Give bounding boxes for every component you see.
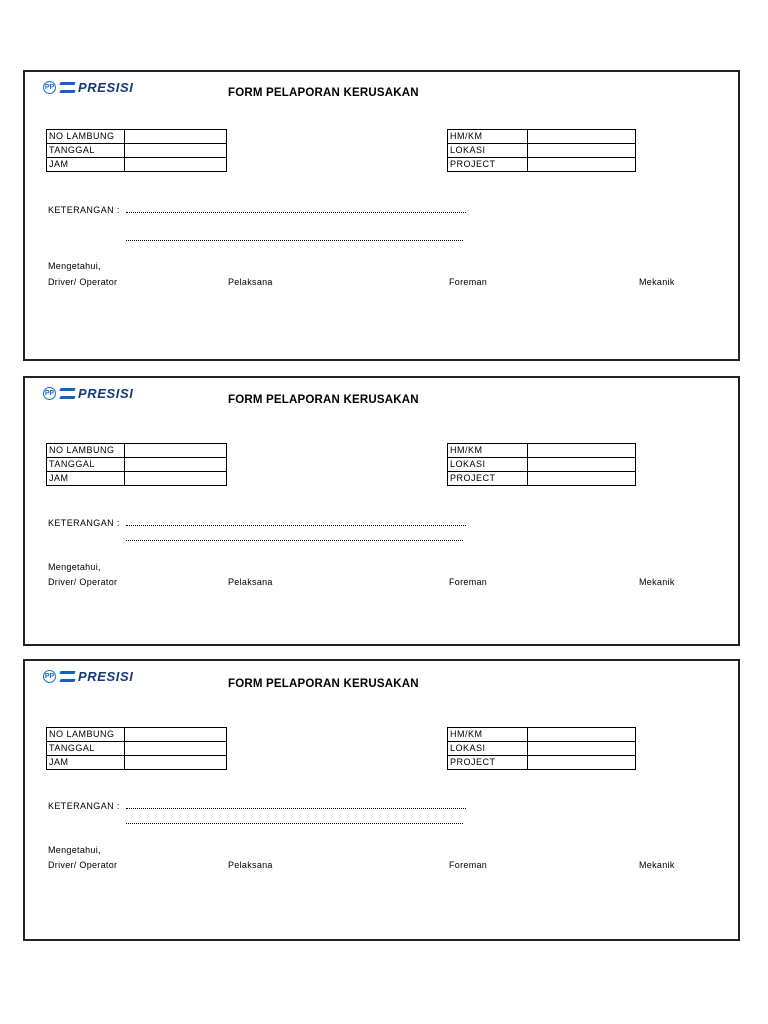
signature-driver-operator: Driver/ Operator: [48, 860, 118, 870]
location-info-table: [447, 443, 636, 486]
vehicle-info-table: [46, 129, 227, 172]
brand-name: PRESISI: [78, 385, 134, 401]
lokasi-field[interactable]: [528, 144, 636, 158]
lokasi-field[interactable]: [528, 742, 636, 756]
signature-mekanik: Mekanik: [639, 577, 675, 587]
table-row: [448, 756, 636, 770]
field-label-no-lambung: NO LAMBUNG: [47, 130, 125, 144]
brand-stripes-icon: [60, 388, 75, 399]
table-row: [448, 472, 636, 486]
keterangan-line-1[interactable]: [126, 525, 466, 526]
field-label-tanggal: TANGGAL: [47, 144, 125, 158]
field-label-hm-km: HM/KM: [448, 728, 528, 742]
hm-km-field[interactable]: [528, 444, 636, 458]
field-label-project: PROJECT: [448, 756, 528, 770]
keterangan-label: KETERANGAN :: [48, 205, 120, 215]
tanggal-field[interactable]: [125, 458, 227, 472]
table-row: [47, 144, 227, 158]
hm-km-field[interactable]: [528, 130, 636, 144]
field-label-project: PROJECT: [448, 472, 528, 486]
pp-emblem-icon: PP: [43, 387, 56, 400]
table-row: [47, 742, 227, 756]
table-row: [47, 130, 227, 144]
table-row: [448, 130, 636, 144]
brand-name: PRESISI: [78, 668, 134, 684]
mengetahui-label: Mengetahui,: [48, 845, 101, 855]
signature-foreman: Foreman: [449, 860, 488, 870]
no-lambung-field[interactable]: [125, 444, 227, 458]
vehicle-info-table: [46, 443, 227, 486]
form-title: FORM PELAPORAN KERUSAKAN: [228, 87, 419, 99]
field-label-hm-km: HM/KM: [448, 444, 528, 458]
field-label-jam: JAM: [47, 472, 125, 486]
keterangan-line-1[interactable]: [126, 212, 466, 213]
table-row: [448, 742, 636, 756]
field-label-project: PROJECT: [448, 158, 528, 172]
table-row: [448, 458, 636, 472]
damage-report-form-1: [23, 70, 740, 361]
hm-km-field[interactable]: [528, 728, 636, 742]
vehicle-info-table: [46, 727, 227, 770]
table-row: [47, 472, 227, 486]
table-row: [47, 756, 227, 770]
pp-emblem-icon: PP: [43, 81, 56, 94]
signature-driver-operator: Driver/ Operator: [48, 277, 118, 287]
project-field[interactable]: [528, 756, 636, 770]
jam-field[interactable]: [125, 158, 227, 172]
signature-pelaksana: Pelaksana: [228, 577, 273, 587]
brand-logo: [43, 667, 134, 685]
form-title: FORM PELAPORAN KERUSAKAN: [228, 678, 419, 690]
signature-mekanik: Mekanik: [639, 860, 675, 870]
no-lambung-field[interactable]: [125, 728, 227, 742]
field-label-jam: JAM: [47, 756, 125, 770]
damage-report-form-2: [23, 376, 740, 646]
signature-pelaksana: Pelaksana: [228, 277, 273, 287]
keterangan-label: KETERANGAN :: [48, 801, 120, 811]
table-row: [47, 728, 227, 742]
signature-foreman: Foreman: [449, 577, 488, 587]
no-lambung-field[interactable]: [125, 130, 227, 144]
tanggal-field[interactable]: [125, 144, 227, 158]
keterangan-line-1[interactable]: [126, 808, 466, 809]
tanggal-field[interactable]: [125, 742, 227, 756]
keterangan-line-2[interactable]: [126, 240, 463, 241]
keterangan-line-2[interactable]: [126, 540, 463, 541]
field-label-lokasi: LOKASI: [448, 458, 528, 472]
field-label-hm-km: HM/KM: [448, 130, 528, 144]
form-title: FORM PELAPORAN KERUSAKAN: [228, 394, 419, 406]
mengetahui-label: Mengetahui,: [48, 562, 101, 572]
field-label-no-lambung: NO LAMBUNG: [47, 728, 125, 742]
project-field[interactable]: [528, 158, 636, 172]
lokasi-field[interactable]: [528, 458, 636, 472]
signature-driver-operator: Driver/ Operator: [48, 577, 118, 587]
brand-name: PRESISI: [78, 79, 134, 95]
keterangan-line-2[interactable]: [126, 823, 463, 824]
brand-logo: [43, 78, 134, 96]
pp-emblem-icon: PP: [43, 670, 56, 683]
table-row: [448, 158, 636, 172]
project-field[interactable]: [528, 472, 636, 486]
field-label-tanggal: TANGGAL: [47, 458, 125, 472]
jam-field[interactable]: [125, 472, 227, 486]
location-info-table: [447, 129, 636, 172]
signature-pelaksana: Pelaksana: [228, 860, 273, 870]
signature-mekanik: Mekanik: [639, 277, 675, 287]
brand-logo: [43, 384, 134, 402]
table-row: [448, 444, 636, 458]
damage-report-form-3: [23, 659, 740, 941]
signature-foreman: Foreman: [449, 277, 488, 287]
field-label-no-lambung: NO LAMBUNG: [47, 444, 125, 458]
field-label-lokasi: LOKASI: [448, 742, 528, 756]
field-label-jam: JAM: [47, 158, 125, 172]
table-row: [448, 144, 636, 158]
keterangan-label: KETERANGAN :: [48, 518, 120, 528]
table-row: [47, 158, 227, 172]
field-label-lokasi: LOKASI: [448, 144, 528, 158]
mengetahui-label: Mengetahui,: [48, 261, 101, 271]
location-info-table: [447, 727, 636, 770]
table-row: [448, 728, 636, 742]
table-row: [47, 444, 227, 458]
jam-field[interactable]: [125, 756, 227, 770]
brand-stripes-icon: [60, 671, 75, 682]
brand-stripes-icon: [60, 82, 75, 93]
table-row: [47, 458, 227, 472]
field-label-tanggal: TANGGAL: [47, 742, 125, 756]
